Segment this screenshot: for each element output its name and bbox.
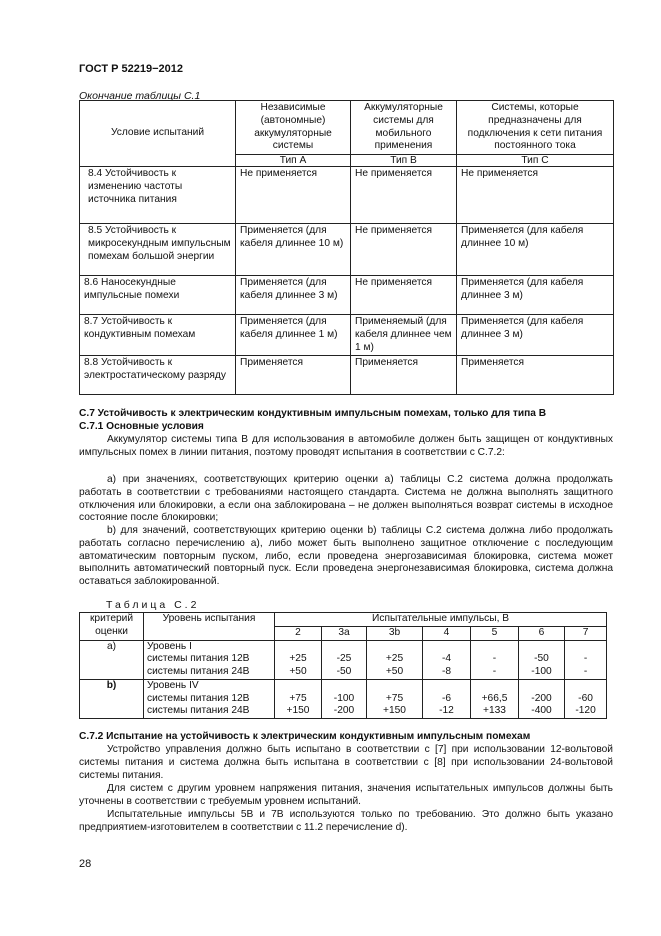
cell: Не применяется <box>236 167 351 224</box>
value-cell: -50 -100 <box>519 640 565 679</box>
pulse-col-header: 2 <box>275 626 322 640</box>
level-sys12: системы питания 12В <box>147 692 250 704</box>
cell: Применяется <box>236 356 351 395</box>
header-type-c: Системы, которые предназначены для подключения к сети питания постоянного тока <box>457 101 614 155</box>
header-pulses: Испытательные импульсы, В <box>275 613 607 627</box>
value-cell: -6 -12 <box>423 679 471 718</box>
cell: Применяется (для кабеля длиннее 10 м) <box>236 224 351 276</box>
cell: Не применяется <box>351 167 457 224</box>
cell: Применяется (для кабеля длиннее 3 м) <box>457 276 614 315</box>
table-row <box>80 224 614 276</box>
paragraph: b) для значений, соответствующих критерию оценки b) таблицы С.2 система должна либо продолжать работать согласно перечислению а), либо может быть выполнено защитное отключение с последующим автоматическим повторным пуском, либо, если проведена энергозависимая блокировка, система может выполнить автоматический повторный пуск. Если проведена энергонезависимая блокировка, система должна оставаться заблокированной. <box>79 525 613 587</box>
value-cell: +25 +50 <box>367 640 423 679</box>
pulse-col-header: 7 <box>565 626 607 640</box>
value-cell: +75 +150 <box>367 679 423 718</box>
paragraph: Аккумулятор системы типа В для использования в автомобиле должен быть защищен от кондуктивных импульсных помех в линии питания, поэтому проводят испытания в соответствии с С.7.2: <box>79 434 613 458</box>
cell: Применяется (для кабеля длиннее 3 м) <box>236 276 351 315</box>
header-condition: Условие испытаний <box>80 101 236 167</box>
level-sys24: системы питания 24В <box>147 666 250 677</box>
cell: Применяется (для кабеля длиннее 10 м) <box>457 224 614 276</box>
cell: Применяется <box>351 356 457 395</box>
level-name: Уровень I <box>147 640 192 652</box>
pulse-col-header: 3b <box>367 626 423 640</box>
table-row <box>80 679 607 718</box>
table-row <box>80 276 614 315</box>
type-a-label: Тип А <box>236 155 351 167</box>
value-cell: -100 -200 <box>322 679 367 718</box>
header-criterion: критерий оценки <box>80 613 144 641</box>
condition-cell: 8.6 Наносекундные импульсные помехи <box>80 276 236 315</box>
pulse-col-header: 4 <box>423 626 471 640</box>
pulse-col-header: 6 <box>519 626 565 640</box>
level-sys12: системы питания 12В <box>147 653 250 665</box>
section-c71-title: С.7.1 Основные условия <box>79 421 204 432</box>
pulse-col-header: 5 <box>471 626 519 640</box>
criterion-cell: а) <box>80 640 144 679</box>
table-c1 <box>79 100 614 395</box>
cell: Применяемый (для кабеля длиннее чем 1 м) <box>351 315 457 356</box>
level-name: Уровень IV <box>147 679 199 691</box>
criterion-cell: b) <box>80 679 144 718</box>
header-type-a: Независимые (автономные) аккумуляторные системы <box>236 101 351 155</box>
table-c2 <box>79 612 607 719</box>
type-b-label: Тип В <box>351 155 457 167</box>
condition-cell: 8.5 Устойчивость к микросекундным импульсным помехам большой энергии <box>80 224 236 276</box>
condition-cell: 8.4 Устойчивость к изменению частоты источника питания <box>80 167 236 224</box>
table-row <box>80 167 614 224</box>
value-cell: +75 +150 <box>275 679 322 718</box>
cell: Применяется (для кабеля длиннее 3 м) <box>457 315 614 356</box>
cell: Применяется <box>457 356 614 395</box>
level-sys24: системы питания 24В <box>147 705 250 717</box>
table2-caption: Таблица С.2 <box>106 599 200 611</box>
value-cell: -25 -50 <box>322 640 367 679</box>
standard-id: ГОСТ Р 52219−2012 <box>79 63 183 75</box>
table-row <box>80 640 607 679</box>
cell: Не применяется <box>351 224 457 276</box>
condition-cell: 8.7 Устойчивость к кондуктивным помехам <box>80 315 236 356</box>
cell: Не применяется <box>457 167 614 224</box>
header-type-b: Аккумуляторные системы для мобильного применения <box>351 101 457 155</box>
pulse-col-header: 3а <box>322 626 367 640</box>
page-number: 28 <box>79 858 92 870</box>
paragraph: а) при значениях, соответствующих критерию оценки а) таблицы С.2 система должна продолжать работать в соответствии с требованиями настоящего стандарта. Система не должна выполнять защитного отключения или блокировки, а если она заблокирована – не должен выполняться возврат системы в исходное состояние после блокировки; <box>79 474 613 524</box>
level-cell <box>144 679 275 718</box>
table1-caption: Окончание таблицы С.1 <box>79 90 201 102</box>
section-c72-title: С.7.2 Испытание на устойчивость к электрическим кондуктивным импульсным помехам <box>79 731 531 742</box>
value-cell: -200 -400 <box>519 679 565 718</box>
value-cell: -4 -8 <box>423 640 471 679</box>
level-cell <box>144 640 275 679</box>
cell: Применяется (для кабеля длиннее 1 м) <box>236 315 351 356</box>
section-c7-title: С.7 Устойчивость к электрическим кондуктивным импульсным помехам, только для типа В <box>79 408 547 419</box>
table-row <box>80 315 614 356</box>
value-cell: - - <box>565 640 607 679</box>
paragraph: Для систем с другим уровнем напряжения питания, значения испытательных импульсов должны быть уточнены в соответствии с требуемым уровнем испытаний. <box>79 783 613 807</box>
table-row <box>80 356 614 395</box>
value-cell: +25 +50 <box>275 640 322 679</box>
paragraph: Устройство управления должно быть испытано в соответствии с [7] при использовании 12-вольтовой системы питания и система должна быть испытана в соответствии с [8] при использовании 24-вольтовой системы питания. <box>79 744 613 781</box>
value-cell: +66,5 +133 <box>471 679 519 718</box>
value-cell: -60 -120 <box>565 679 607 718</box>
cell: Не применяется <box>351 276 457 315</box>
paragraph: Испытательные импульсы 5В и 7В используются только по требованию. Это должно быть указано предприятием-изготовителем в соответствии с 11.2 перечисление d). <box>79 809 613 833</box>
value-cell: - - <box>471 640 519 679</box>
condition-cell: 8.8 Устойчивость к электростатическому разряду <box>80 356 236 395</box>
type-c-label: Тип С <box>457 155 614 167</box>
header-level: Уровень испытания <box>144 613 275 641</box>
